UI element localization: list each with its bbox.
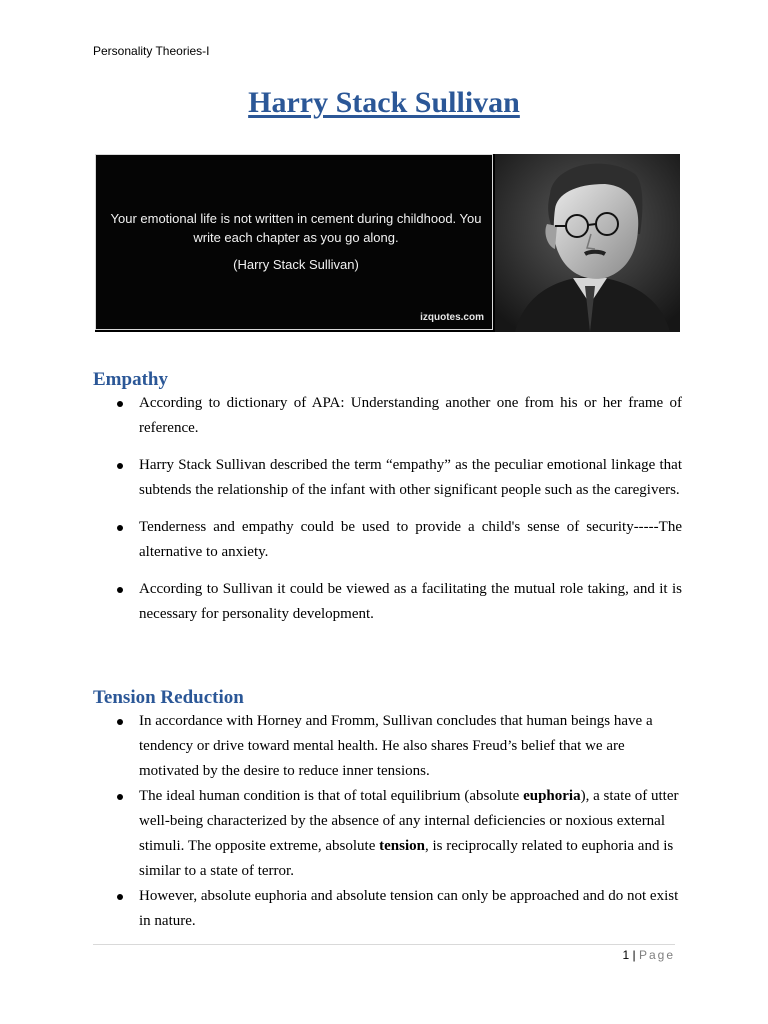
quote-box (95, 154, 493, 330)
quote-line-2: write each chapter as you go along. (193, 230, 399, 245)
list-item: In accordance with Horney and Fromm, Sullivan concludes that human beings have a tendency or drive toward mental health. He also shares Freud’s belief that we are motivated by the desire to reduce inner tensions. (93, 709, 682, 784)
quote-brand: izquotes.com (420, 312, 484, 323)
quote-line-1: Your emotional life is not written in cement during childhood. You (110, 211, 482, 226)
quote-author: (Harry Stack Sullivan) (233, 257, 359, 272)
list-item: Tenderness and empathy could be used to provide a child's sense of security-----The alternative to anxiety. (93, 515, 682, 565)
section-heading-empathy: Empathy (93, 369, 168, 390)
term-tension: tension (379, 838, 425, 854)
text-run: , is reciprocally related to euphoria and is similar to a state of terror. (139, 838, 674, 879)
tension-list (93, 709, 682, 934)
empathy-list (93, 391, 682, 639)
section-heading-tension-reduction: Tension Reduction (93, 687, 244, 708)
quote-banner-image (95, 154, 680, 332)
list-item: Harry Stack Sullivan described the term “empathy” as the peculiar emotional linkage that subtends the relationship of the infant with other significant people such as the caregivers. (93, 453, 682, 503)
quote-text (106, 209, 486, 247)
text-run: The ideal human condition is that of total equilibrium (absolute (139, 788, 524, 804)
list-item (93, 784, 682, 884)
page-separator: | (632, 948, 636, 962)
page-number: 1 (622, 948, 630, 962)
portrait-photo (495, 154, 680, 332)
list-item: According to dictionary of APA: Understanding another one from his or her frame of reference. (93, 391, 682, 441)
running-header: Personality Theories-I (93, 44, 210, 58)
page-title: Harry Stack Sullivan (248, 86, 520, 119)
text-run: ), a state of utter well-being characterized by the absence of any internal deficiencies or noxious external stimuli. The opposite extreme, absolute (139, 788, 679, 854)
page-label: Page (638, 948, 675, 962)
footer-rule (93, 944, 675, 945)
term-euphoria: euphoria (523, 788, 581, 804)
list-item: However, absolute euphoria and absolute tension can only be approached and do not exist in nature. (93, 884, 682, 934)
page-footer (622, 948, 675, 962)
list-item: According to Sullivan it could be viewed as a facilitating the mutual role taking, and it is necessary for personality development. (93, 577, 682, 627)
